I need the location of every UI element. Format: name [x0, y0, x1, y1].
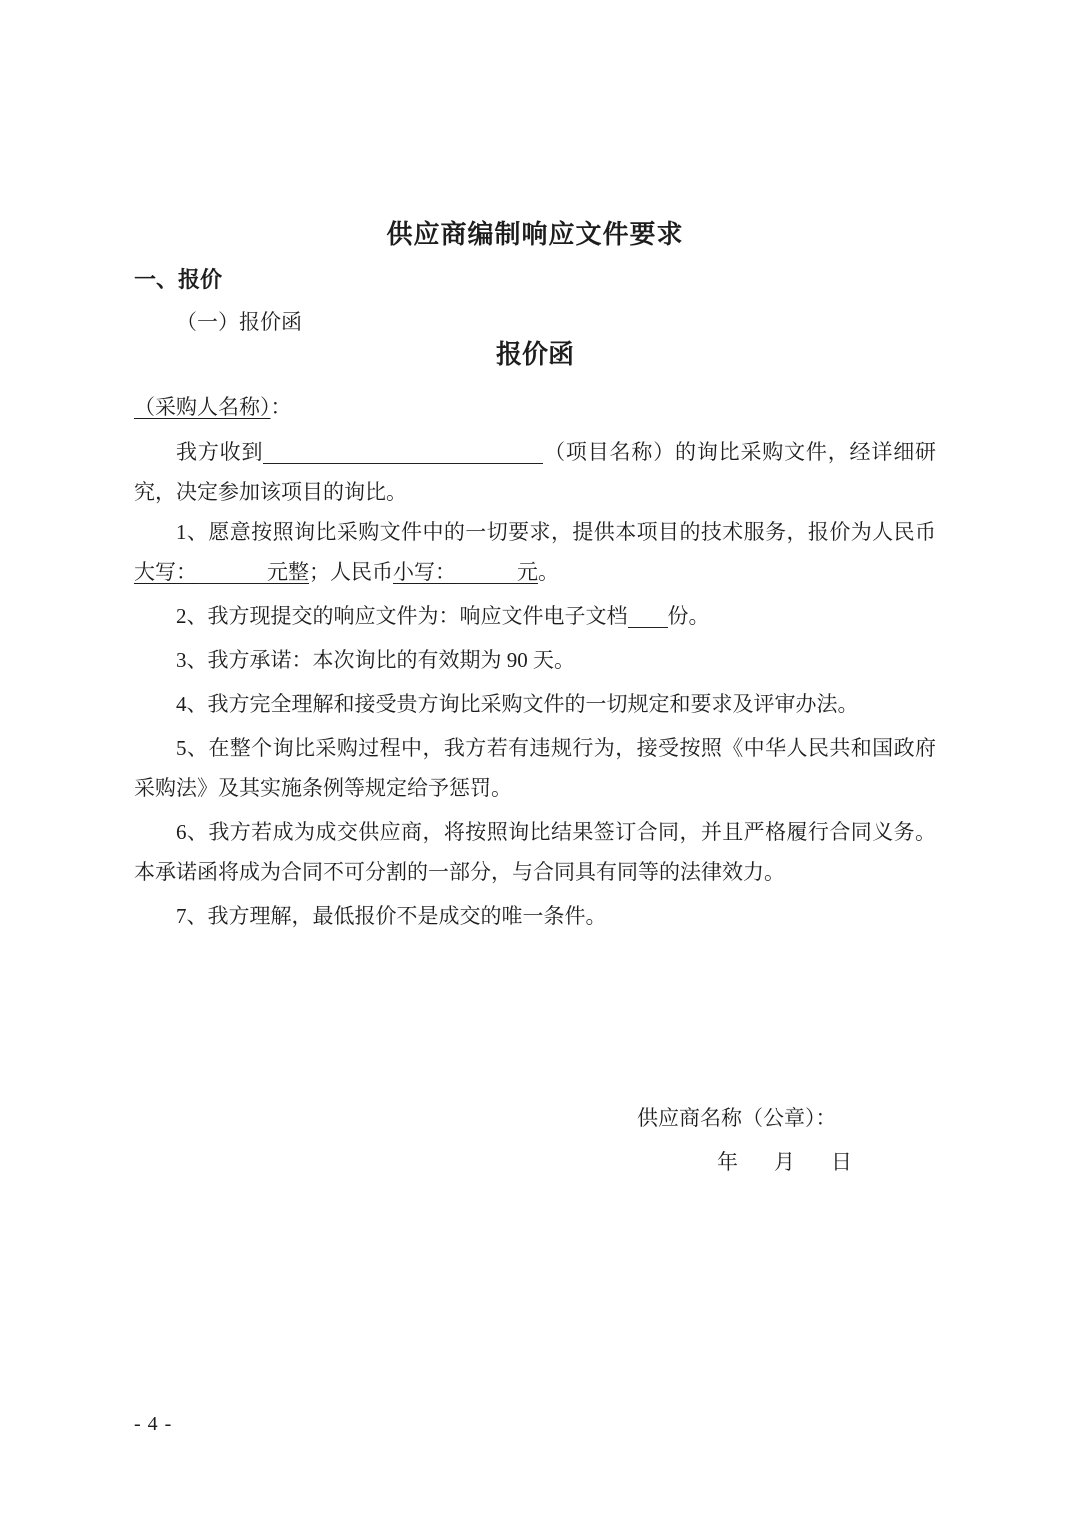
addressee-name-blank: （采购人名称） — [134, 395, 271, 419]
letter-title: 报价函 — [495, 339, 574, 369]
paragraph-item-3: 3、我方承诺：本次询比的有效期为 90 天。 — [176, 648, 575, 672]
paragraph-item-1 — [134, 512, 936, 592]
signature-date-line — [134, 1140, 936, 1184]
amount-figures-fill-in-blank — [456, 561, 517, 584]
document-title: 供应商编制响应文件要求 — [386, 219, 684, 249]
amount-figures-label: 小写： — [393, 560, 456, 584]
project-name-fill-in-blank — [263, 441, 543, 464]
item2-end-text: 份。 — [667, 604, 710, 628]
intro-rest-text: （项目名称）的询比采购文件，经详细研究，决定参加该项目的询比。 — [134, 440, 937, 504]
signature-block — [134, 1096, 936, 1184]
item2-text: 2、我方现提交的响应文件为：响应文件电子文档 — [176, 604, 628, 628]
item1-mid-text: ；人民币 — [309, 560, 393, 584]
amount-words-fill-in-blank — [197, 561, 267, 584]
amount-words-unit: 元整 — [267, 560, 309, 584]
intro-lead-text: 我方收到 — [176, 440, 264, 464]
paragraph-item-7: 7、我方理解，最低报价不是成交的唯一条件。 — [176, 904, 607, 928]
item1-text: 1、愿意按照询比采购文件中的一切要求，提供本项目的技术服务，报价为人民币 — [176, 520, 936, 544]
paragraph-item-5: 5、在整个询比采购过程中，我方若有违规行为，接受按照《中华人民共和国政府采购法》及其实施条例等规定给予惩罚。 — [134, 736, 936, 800]
addressee-colon: ： — [270, 395, 292, 419]
subsection-heading: （一）报价函 — [176, 310, 302, 334]
document-content — [134, 218, 936, 1184]
amount-words-label: 大写： — [134, 560, 197, 584]
paragraph-item-6: 6、我方若成为成交供应商，将按照询比结果签订合同，并且严格履行合同义务。本承诺函将成为合同不可分割的一部分，与合同具有同等的法律效力。 — [134, 820, 936, 884]
paragraph-intro — [134, 432, 936, 512]
paragraph-item-2 — [134, 596, 936, 636]
date-month-label: 月 — [774, 1150, 795, 1174]
paragraph-item-4: 4、我方完全理解和接受贵方询比采购文件的一切规定和要求及评审办法。 — [176, 692, 859, 716]
amount-figures-unit: 元 — [517, 560, 538, 584]
addressee-line — [134, 392, 936, 422]
date-day-label: 日 — [831, 1150, 852, 1174]
date-year-label: 年 — [717, 1150, 738, 1174]
supplier-name-seal-label: 供应商名称（公章）： — [637, 1106, 837, 1130]
section-heading: 一、报价 — [134, 267, 223, 292]
page-number: - 4 - — [134, 1413, 173, 1435]
item1-end-text: 。 — [538, 560, 559, 584]
copies-count-fill-in-blank — [628, 605, 668, 628]
